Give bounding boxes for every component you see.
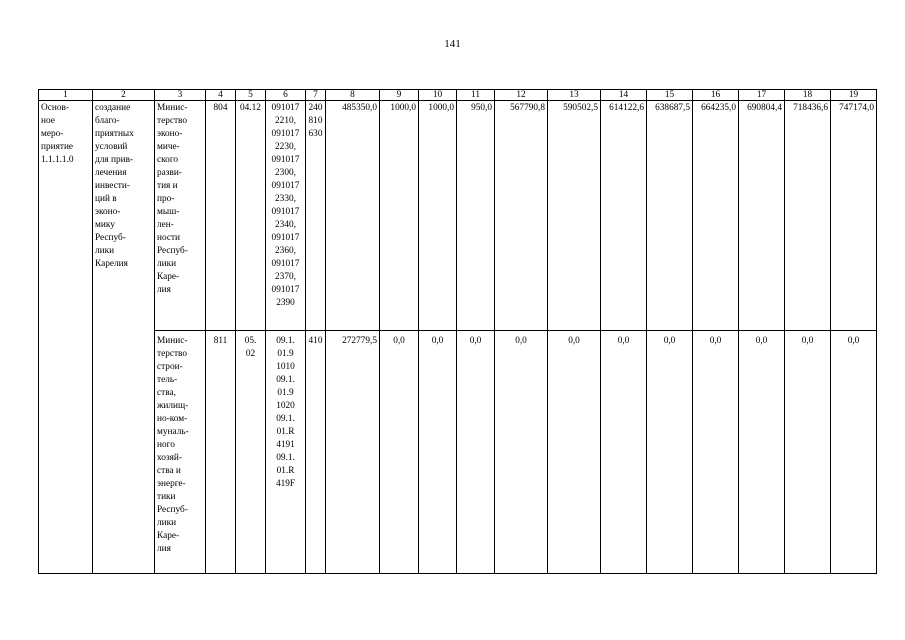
expense-type-cell: 240 810 630	[306, 101, 326, 331]
value-cell: 1000,0	[419, 101, 457, 331]
value-cell: 0,0	[647, 331, 693, 574]
target-article-cell: 09.1. 01.9 1010 09.1. 01.9 1020 09.1. 01.R 4191 09.1. 01.R 419F	[266, 331, 306, 574]
column-header: 11	[457, 90, 495, 101]
grbs-code-cell: 804	[206, 101, 236, 331]
value-cell: 0,0	[380, 331, 419, 574]
column-header: 1	[39, 90, 93, 101]
column-header: 7	[306, 90, 326, 101]
budget-table	[38, 89, 877, 574]
column-header: 5	[236, 90, 266, 101]
column-header: 14	[601, 90, 647, 101]
table-row	[39, 331, 877, 574]
value-cell: 0,0	[601, 331, 647, 574]
measure-id-cell: Основ- ное меро- приятие 1.1.1.1.0	[39, 101, 93, 574]
value-cell: 1000,0	[380, 101, 419, 331]
value-cell: 590502,5	[548, 101, 601, 331]
column-header: 2	[93, 90, 155, 101]
value-cell: 0,0	[785, 331, 831, 574]
value-cell: 0,0	[739, 331, 785, 574]
value-cell: 664235,0	[693, 101, 739, 331]
column-header: 19	[831, 90, 877, 101]
column-header: 12	[495, 90, 548, 101]
section-code-cell: 04.12	[236, 101, 266, 331]
value-cell: 718436,6	[785, 101, 831, 331]
grbs-code-cell: 811	[206, 331, 236, 574]
value-cell: 614122,6	[601, 101, 647, 331]
value-cell: 638687,5	[647, 101, 693, 331]
column-header: 8	[326, 90, 380, 101]
column-header: 18	[785, 90, 831, 101]
value-cell: 690804,4	[739, 101, 785, 331]
executor-cell: Минис- терство строи- тель- ства, жилищ- но-ком- муналь- ного хозяй- ства и энерге- тики Респуб- лики Каре- лия	[155, 331, 206, 574]
column-header: 9	[380, 90, 419, 101]
column-header: 3	[155, 90, 206, 101]
value-cell: 485350,0	[326, 101, 380, 331]
expense-type-cell: 410	[306, 331, 326, 574]
section-code-cell: 05. 02	[236, 331, 266, 574]
measure-name-cell: создание благо- приятных условий для прив- лечения инвести- ций в эконо- мику Респуб- лики Карелия	[93, 101, 155, 574]
value-cell: 747174,0	[831, 101, 877, 331]
column-header: 6	[266, 90, 306, 101]
value-cell: 0,0	[693, 331, 739, 574]
value-cell: 0,0	[495, 331, 548, 574]
header-row	[39, 90, 877, 101]
value-cell: 272779,5	[326, 331, 380, 574]
value-cell: 567790,8	[495, 101, 548, 331]
value-cell: 0,0	[548, 331, 601, 574]
table-row	[39, 101, 877, 331]
value-cell: 950,0	[457, 101, 495, 331]
column-header: 17	[739, 90, 785, 101]
target-article-cell: 091017 2210, 091017 2230, 091017 2300, 091017 2330, 091017 2340, 091017 2360, 091017 2370, 091017 2390	[266, 101, 306, 331]
column-header: 15	[647, 90, 693, 101]
value-cell: 0,0	[419, 331, 457, 574]
column-header: 16	[693, 90, 739, 101]
value-cell: 0,0	[457, 331, 495, 574]
column-header: 10	[419, 90, 457, 101]
column-header: 4	[206, 90, 236, 101]
page-number: 141	[444, 38, 461, 50]
executor-cell: Минис- терство эконо- миче- ского разви- тия и про- мыш- лен- ности Респуб- лики Каре- лия	[155, 101, 206, 331]
column-header: 13	[548, 90, 601, 101]
value-cell: 0,0	[831, 331, 877, 574]
